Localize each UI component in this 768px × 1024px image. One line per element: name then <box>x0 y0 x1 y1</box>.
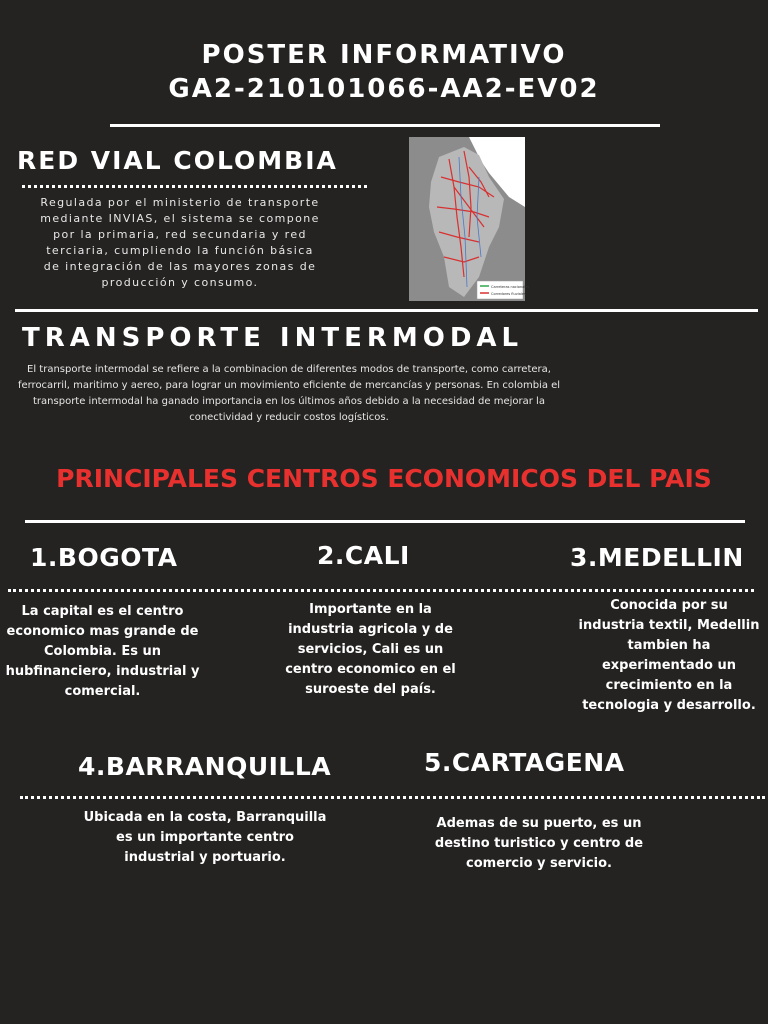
red-vial-description: Regulada por el ministerio de transporte mediante INVIAS, el sistema se compone por la primaria, red secundaria y red terciaria, cumpliendo la función básica de integración de las mayores zonas de producción y consumo. <box>40 196 320 289</box>
cities-row2-dotted-divider <box>20 796 765 799</box>
intermodal-description: El transporte intermodal se refiere a la combinacion de diferentes modos de transporte, como carretera, ferrocarril, maritimo y aereo, para lograr un movimiento eficiente de mercancías y personas. En colombia el transporte intermodal ha ganado importancia en los últimos años debido a la necesidad de mejorar la conectividad y reducir costos logísticos. <box>17 364 561 423</box>
map-legend-item-2: Corredores fluviales <box>491 292 526 296</box>
city-title-cartagena: 5.CARTAGENA <box>424 748 625 777</box>
poster-title-line1: POSTER INFORMATIVO <box>201 40 567 70</box>
road-map-graphic <box>409 137 530 301</box>
city-desc-cali: Importante en la industria agricola y de servicios, Cali es un centro economico en el suroeste del país. <box>285 602 456 697</box>
city-title-barranquilla: 4.BARRANQUILLA <box>78 752 332 781</box>
section-divider <box>15 309 758 312</box>
centros-divider <box>25 520 745 523</box>
city-desc-cartagena: Ademas de su puerto, es un destino turistico y centro de comercio y servicio. <box>434 816 644 871</box>
red-vial-dotted-divider <box>22 185 367 188</box>
city-title-bogota: 1.BOGOTA <box>30 543 178 572</box>
map-legend-item-1: Carreteras nacionales <box>491 285 530 289</box>
city-desc-barranquilla: Ubicada en la costa, Barranquilla es un importante centro industrial y portuario. <box>83 810 327 865</box>
city-title-cali: 2.CALI <box>317 541 410 570</box>
red-vial-heading: RED VIAL COLOMBIA <box>17 146 338 175</box>
cities-row1-dotted-divider <box>8 589 754 592</box>
city-desc-bogota: La capital es el centro economico mas grande de Colombia. Es un hubfinanciero, industrial y comercial. <box>5 604 200 699</box>
poster-title-line2: GA2-210101066-AA2-EV02 <box>168 74 600 104</box>
header-divider <box>110 124 660 127</box>
intermodal-heading: TRANSPORTE INTERMODAL <box>22 323 524 353</box>
centros-heading: PRINCIPALES CENTROS ECONOMICOS DEL PAIS <box>56 464 712 493</box>
city-desc-medellin: Conocida por su industria textil, Medellin tambien ha experimentado un crecimiento en la tecnologia y desarrollo. <box>578 598 760 713</box>
city-title-medellin: 3.MEDELLIN <box>570 543 744 572</box>
colombia-road-map <box>409 137 530 301</box>
